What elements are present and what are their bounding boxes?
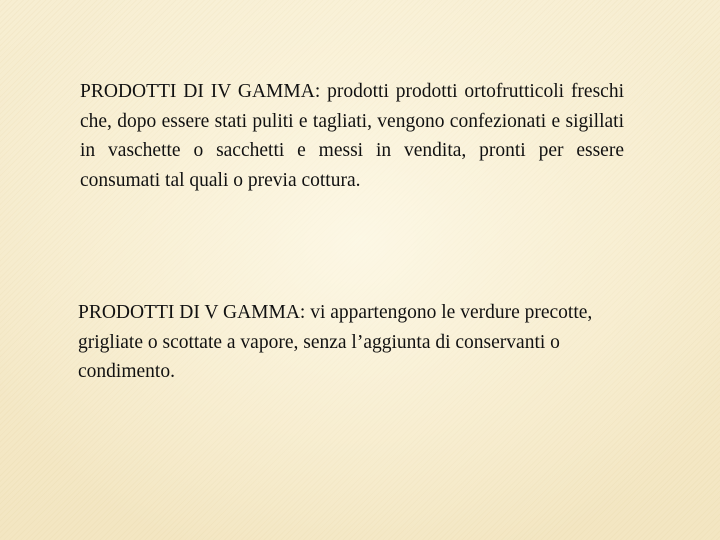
paragraph-v-gamma: PRODOTTI DI V GAMMA: vi appartengono le verdure precotte, grigliate o scottate a vapore, senza l’aggiunta di conservanti o condimento. bbox=[78, 302, 593, 382]
paragraph-iv-gamma: PRODOTTI DI IV GAMMA: prodotti prodotti ortofrutticoli freschi che, dopo essere stati puliti e tagliati, vengono confezionati e sigillati in vaschette o sacchetti e messi in vendita, pronti per essere consumati tal quali o previa cottura. bbox=[80, 81, 624, 191]
